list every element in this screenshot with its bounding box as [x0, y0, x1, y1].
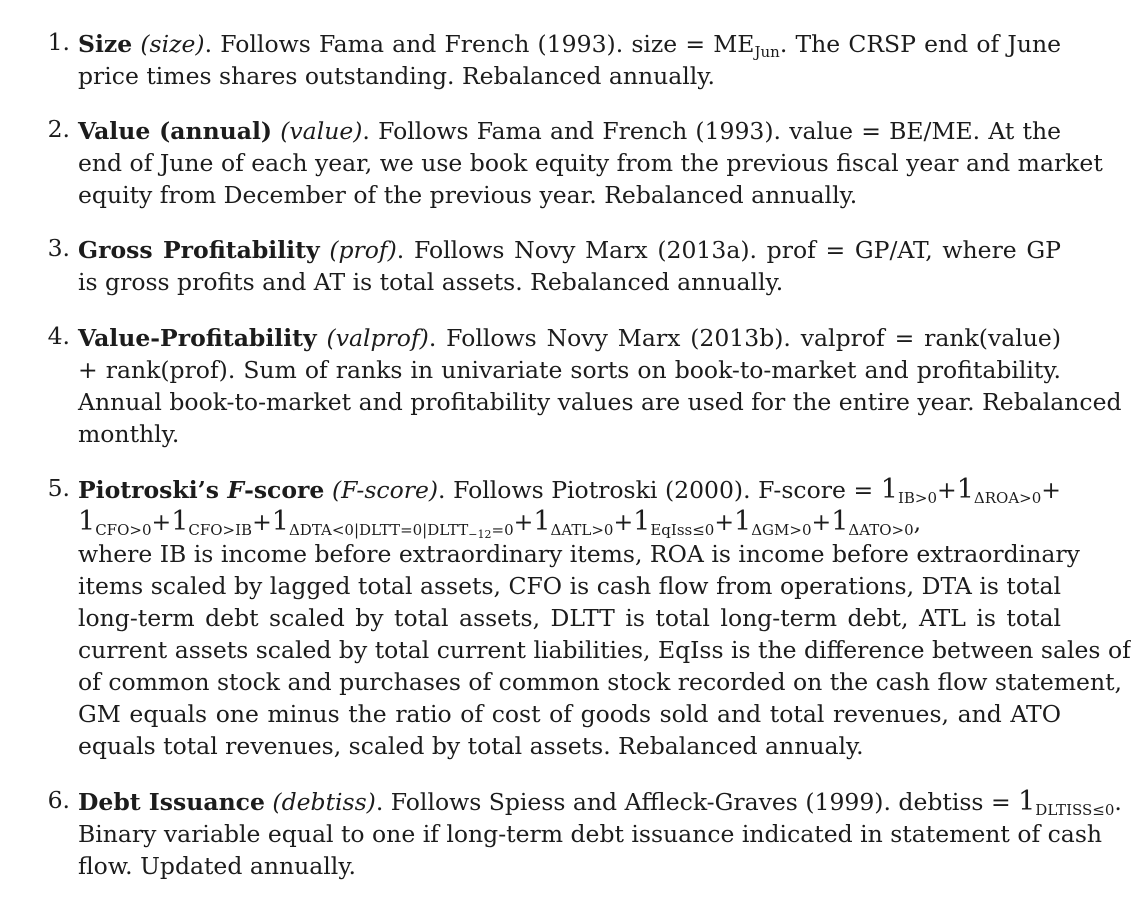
- item-abbr: (F-score): [331, 476, 439, 504]
- definition-line: items scaled by lagged total assets, CFO is cash flow from operations, DTA is total: [78, 572, 1061, 600]
- plus-sign: +: [613, 508, 634, 536]
- definition-line: equity from December of the previous year. Rebalanced annually.: [78, 181, 858, 209]
- indicator-one: 1: [271, 506, 289, 537]
- item-abbr: (size): [140, 30, 205, 58]
- item-number: 2.: [47, 115, 70, 143]
- definition-line: where IB is income before extraordinary items, ROA is income before extraordinary: [78, 540, 1080, 568]
- subscript: ΔROA>0: [973, 489, 1042, 507]
- subscript-text: =0: [491, 521, 514, 539]
- definition-line: monthly.: [78, 420, 180, 448]
- indicator-one: 1: [831, 506, 849, 537]
- plus-sign: +: [714, 508, 735, 536]
- indicator-one: 1: [880, 474, 898, 505]
- period: .: [1114, 788, 1122, 816]
- indicator-one: 1: [78, 506, 96, 537]
- item-number: 3.: [47, 234, 70, 262]
- definition-line: end of June of each year, we use book equity from the previous fiscal year and market: [78, 149, 1103, 177]
- line-text: . Follows Fama and French (1993). size = ME: [204, 30, 755, 58]
- definition-line: [78, 28, 1061, 60]
- definition-line: is gross profits and AT is total assets. Rebalanced annually.: [78, 268, 784, 296]
- plus-sign: +: [937, 476, 957, 504]
- definition-line: GM equals one minus the ratio of cost of goods sold and total revenues, and ATO: [78, 700, 1061, 728]
- item-abbr: (prof): [329, 236, 397, 264]
- subscript: [289, 521, 514, 539]
- subscript: ΔATO>0: [848, 521, 914, 539]
- definition-line: [78, 474, 1061, 506]
- line-text: . The CRSP end of June: [779, 30, 1061, 58]
- item-term: Debt Issuance: [78, 788, 265, 816]
- definition-line: [78, 234, 1061, 266]
- line-text: . Follows Piotroski (2000). F-score =: [438, 476, 881, 504]
- line-text: . Follows Novy Marx (2013b). valprof = rank(value): [428, 324, 1061, 352]
- plus-sign: +: [151, 508, 172, 536]
- item-term: Value-Profitability: [78, 324, 317, 352]
- item-number: 5.: [47, 474, 70, 502]
- indicator-one: 1: [734, 506, 752, 537]
- line-text: . Follows Spiess and Affleck-Graves (1999). debtiss =: [375, 788, 1019, 816]
- definition-line: equals total revenues, scaled by total assets. Rebalanced annualy.: [78, 732, 864, 760]
- definition-line: Binary variable equal to one if long-term debt issuance indicated in statement of cash: [78, 820, 1103, 848]
- subscript: ΔATL>0: [550, 521, 614, 539]
- subscript: ΔGM>0: [751, 521, 812, 539]
- item-term-italic: F: [227, 476, 245, 504]
- sub-subscript: −12: [468, 528, 492, 541]
- indicator-one: 1: [633, 506, 651, 537]
- indicator-one: 1: [171, 506, 189, 537]
- item-number: 1.: [47, 28, 70, 56]
- item-term: Size: [78, 30, 133, 58]
- indicator-one: 1: [1018, 786, 1036, 817]
- plus-sign: +: [1041, 476, 1061, 504]
- indicator-one: 1: [956, 474, 974, 505]
- subscript: Jun: [754, 43, 780, 61]
- definition-line: [78, 506, 1061, 541]
- item-term: Piotroski’s: [78, 476, 220, 504]
- definition-line: [78, 115, 1061, 147]
- comma: ,: [913, 508, 922, 536]
- plus-sign: +: [252, 508, 272, 536]
- definition-line: + rank(prof). Sum of ranks in univariate sorts on book-to-market and profitability.: [78, 356, 1061, 384]
- line-text: . Follows Novy Marx (2013a). prof = GP/AT, where GP: [396, 236, 1061, 264]
- item-term-rest: -score: [244, 476, 325, 504]
- item-abbr: (valprof): [326, 324, 429, 352]
- subscript: CFO>IB: [188, 521, 253, 539]
- definition-line: flow. Updated annually.: [78, 852, 356, 880]
- item-term: Gross Profitability: [78, 236, 320, 264]
- subscript: DLTISS≤0: [1035, 801, 1115, 819]
- subscript: IB>0: [897, 489, 938, 507]
- subscript-text: ΔDTA<0|DLTT=0|DLTT: [288, 521, 469, 539]
- definition-line: of common stock and purchases of common stock recorded on the cash flow statement,: [78, 668, 1123, 696]
- item-abbr: (debtiss): [272, 788, 376, 816]
- plus-sign: +: [811, 508, 832, 536]
- definition-line: long-term debt scaled by total assets, DLTT is total long-term debt, ATL is total: [78, 604, 1061, 632]
- definition-line: price times shares outstanding. Rebalanced annually.: [78, 62, 715, 90]
- item-number: 6.: [47, 786, 70, 814]
- indicator-one: 1: [533, 506, 551, 537]
- item-number: 4.: [47, 322, 70, 350]
- definition-line: Annual book-to-market and profitability values are used for the entire year. Rebalanced: [78, 388, 1122, 416]
- plus-sign: +: [513, 508, 534, 536]
- definition-line: [78, 322, 1061, 354]
- definition-line: current assets scaled by total current liabilities, EqIss is the difference between sales of: [78, 636, 1131, 664]
- subscript: CFO>0: [95, 521, 152, 539]
- line-text: . Follows Fama and French (1993). value = BE/ME. At the: [362, 117, 1061, 145]
- item-abbr: (value): [280, 117, 363, 145]
- subscript: EqIss≤0: [650, 521, 715, 539]
- item-term: Value (annual): [78, 117, 273, 145]
